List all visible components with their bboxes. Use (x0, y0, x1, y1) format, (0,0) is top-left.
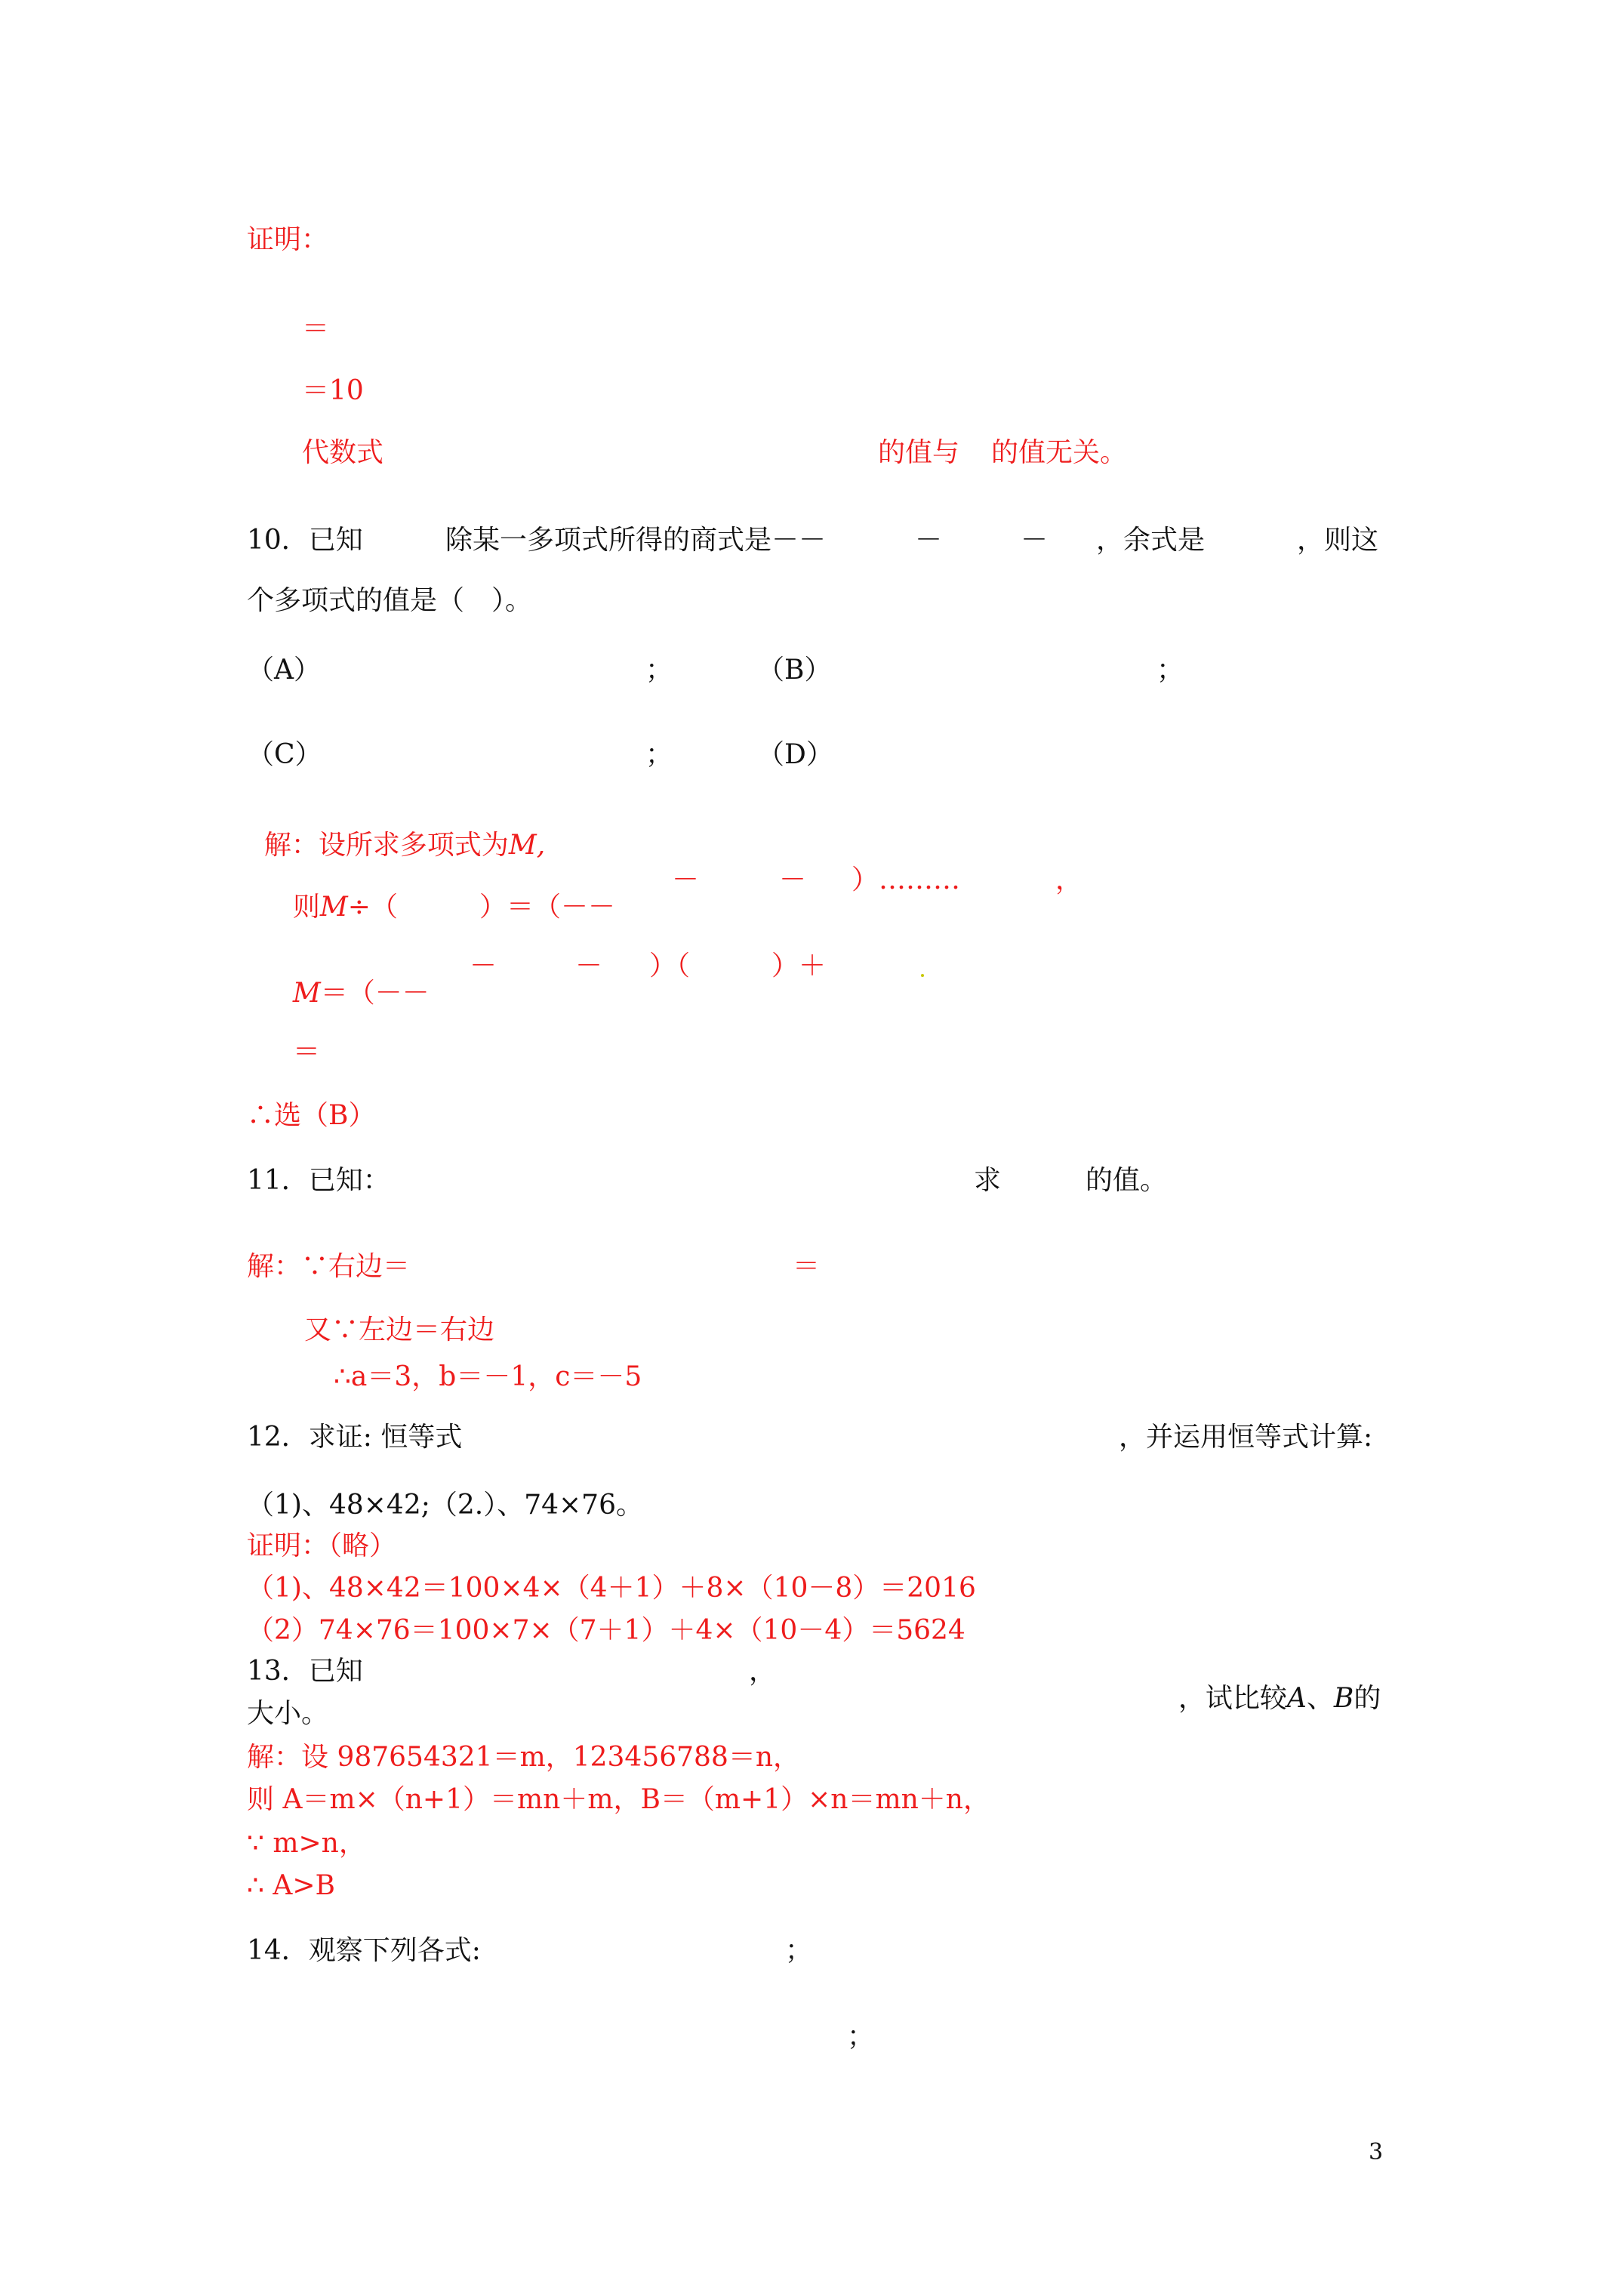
minus-sign: － (672, 864, 700, 895)
question-12-calc: （1)、48×42;（2.）、74×76。 (247, 1490, 643, 1521)
compare-text: ，试比较 (1178, 1683, 1287, 1714)
solution-12-line: （1)、48×42＝100×4×（4＋1）＋8×（10－8）＝2016 (247, 1573, 976, 1604)
separator: ， (1055, 864, 1083, 895)
dots-text: ）……… (852, 864, 961, 895)
division-text: ÷（ ）＝（－－ (347, 892, 615, 923)
solution-10-setup (247, 805, 545, 859)
separator: ； (645, 739, 673, 770)
remainder-label: ，余式是 (1096, 525, 1206, 556)
solution-11-line: 又∵左边＝右边 (304, 1314, 495, 1345)
minus-sign: － (1021, 525, 1049, 556)
variable-m: M, (508, 830, 546, 861)
setup-text: 解：设所求多项式为 (263, 830, 509, 861)
choice-conclusion: ∴选（B） (247, 1100, 376, 1131)
solution-13-line: ∴ A>B (247, 1870, 335, 1901)
separator: ； (1156, 655, 1184, 686)
question-13-stem: 大小。 (247, 1698, 329, 1729)
question-13-stem (1161, 1658, 1381, 1712)
minus-sign: － (575, 951, 603, 982)
expression-label: 代数式 (302, 437, 384, 468)
question-13-stem: 13．已知 (247, 1656, 363, 1687)
product-text: ＝（－－ (320, 978, 430, 1009)
question-11-stem: 求 (974, 1165, 1002, 1196)
question-11-stem: 的值。 (1086, 1165, 1168, 1196)
separator: 、 (1306, 1683, 1334, 1714)
option-c: （C） (247, 739, 322, 770)
solution-13-line: 则 A＝m×（n+1）＝mn＋m，B＝（m+1）×n＝mn＋n， (247, 1784, 990, 1815)
question-10-stem: 个多项式的值是（ ）。 (247, 585, 533, 616)
solution-12-line: （2）74×76＝100×7×（7＋1）＋4×（10－4）＝5624 (247, 1615, 965, 1646)
question-10-stem: ，则这 (1297, 525, 1379, 556)
proof-label: 证明： (247, 224, 329, 255)
question-14-stem: 14．观察下列各式: (247, 1935, 481, 1966)
variable-m: M (292, 978, 321, 1009)
question-10-stem: 10．已知 (247, 525, 363, 556)
option-b: （B） (757, 655, 832, 686)
product-text: ）（ ）＋ (649, 951, 827, 982)
equals-line: ＝ (293, 1037, 321, 1068)
variable-b: B (1333, 1683, 1354, 1714)
separator: ， (749, 1656, 777, 1687)
stray-dot (921, 974, 924, 977)
equals-line: ＝10 (302, 375, 364, 406)
then-word: 则 (292, 892, 320, 923)
option-a: （A） (247, 655, 321, 686)
conclusion-text: 的值无关。 (991, 437, 1128, 468)
equals-line: ＝ (302, 313, 330, 344)
solution-10-product (276, 953, 430, 1007)
compare-text: 的 (1354, 1683, 1381, 1714)
variable-m: M (319, 892, 348, 923)
question-10-stem: 除某一多项式所得的商式是－－ (445, 525, 827, 556)
solution-11-line: 解：∵右边＝ (247, 1251, 411, 1282)
minus-sign: － (779, 864, 807, 895)
minus-sign: － (470, 951, 497, 982)
solution-13-line: 解：设 987654321＝m，123456788＝n， (247, 1742, 801, 1773)
question-12-stem: 12．求证: 恒等式 (247, 1422, 463, 1453)
solution-13-line: ∵ m>n， (247, 1828, 366, 1859)
separator: ； (645, 655, 673, 686)
equals-line: ＝ (793, 1251, 821, 1282)
value-with-label: 的值与 (878, 437, 960, 468)
question-11-stem: 11．已知： (247, 1165, 390, 1196)
variable-a: A (1286, 1683, 1307, 1714)
solution-11-result: ∴a＝3，b＝－1，c＝－5 (334, 1361, 642, 1392)
solution-10-division (276, 867, 615, 921)
option-d: （D） (757, 739, 833, 770)
separator: ； (785, 1935, 813, 1966)
separator: ； (847, 2021, 875, 2052)
proof-label: 证明：（略） (247, 1530, 397, 1561)
page-number: 3 (1369, 2139, 1384, 2165)
minus-sign: － (915, 525, 943, 556)
question-12-stem: ，并运用恒等式计算: (1119, 1422, 1373, 1453)
